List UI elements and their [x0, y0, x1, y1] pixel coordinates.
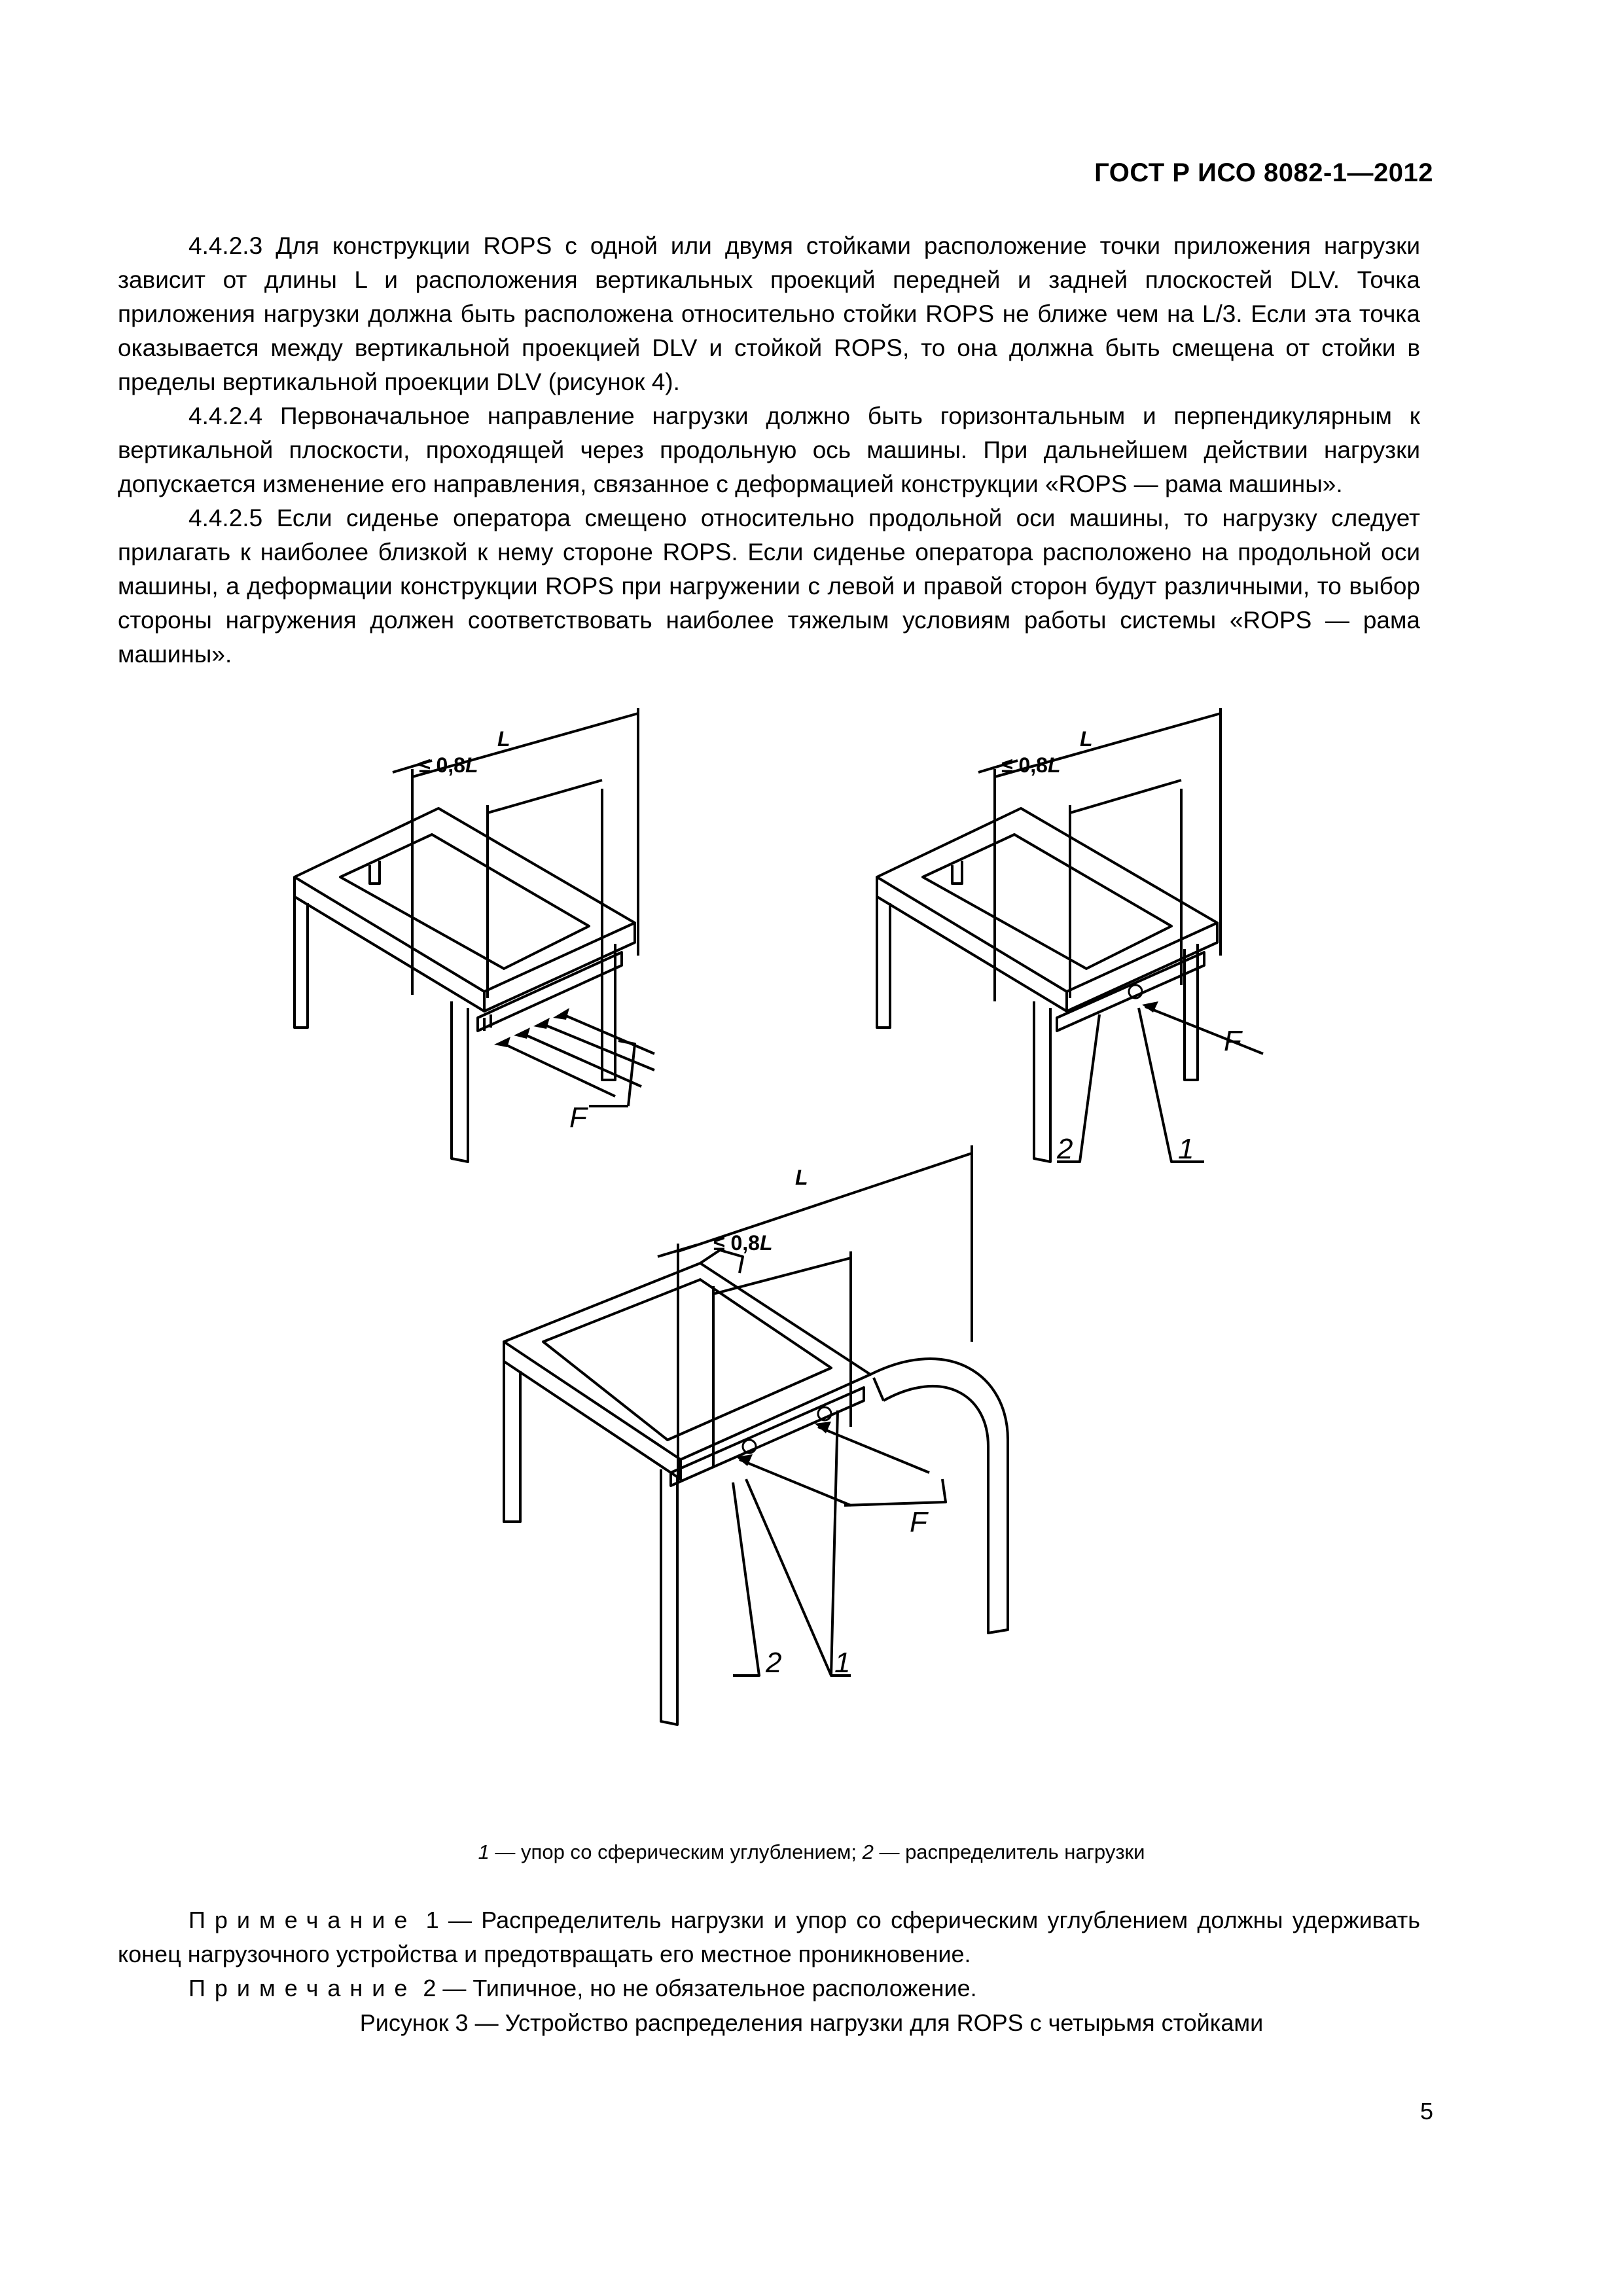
note-2: Примечание 2 — Типичное, но не обязательное расположение. [188, 1975, 977, 2001]
label-1-bottom: 1 [834, 1647, 851, 1679]
figure-legend: 1 — упор со сферическим углублением; 2 — распределитель нагрузки [478, 1840, 1145, 1863]
label-1-top-right: 1 [1178, 1133, 1194, 1165]
paragraph-4-4-2-5: 4.4.2.5 Если сиденье оператора смещено относительно продольной оси машины, то нагрузку следует прилагать к наиболее близкой к нему стороне ROPS. Если сиденье оператора расположено на продольной оси машины, а деформации конструкции ROPS при нагружении с левой и правой сторон будут различными, то выбор стороны нагружения должен соответствовать наиболее тяжелым условиям работы системы «ROPS — рама машины». [118, 505, 1420, 668]
body-text [118, 229, 1420, 672]
force-label-bottom: F [910, 1506, 927, 1538]
figure-caption: Рисунок 3 — Устройство распределения нагрузки для ROPS с четырьмя стойками [359, 2009, 1264, 2036]
label-2-bottom: 2 [766, 1647, 782, 1679]
dim-08L-top-left: ≤ 0,8L [419, 753, 478, 777]
force-label-top-right: F [1224, 1025, 1241, 1057]
rops-drawing [262, 687, 1296, 1826]
figure-3 [262, 687, 1296, 1826]
paragraph-4-4-2-3: 4.4.2.3 Для конструкции ROPS с одной или двумя стойками расположение точки приложения нагрузки зависит от длины L и расположения вертикальных проекций передней и задней плоскостей DLV. Точка приложения нагрузки должна быть расположена относительно стойки ROPS не ближе чем на L/3. Если эта точка оказывается между вертикальной проекцией DLV и стойкой ROPS, то она должна быть смещена от стойки в пределы вертикальной проекции DLV (рисунок 4). [118, 232, 1420, 395]
label-2-top-right: 2 [1057, 1133, 1073, 1165]
dim-L-top-left: L [497, 727, 510, 751]
dim-08L-top-right: ≤ 0,8L [1001, 753, 1061, 777]
force-label-top-left: F [569, 1102, 587, 1134]
page-number: 5 [1419, 2098, 1433, 2125]
document-header: ГОСТ Р ИСО 8082-1—2012 [1094, 158, 1433, 187]
dim-L-top-right: L [1080, 727, 1093, 751]
note-1: Примечание 1 — Распределитель нагрузки и упор со сферическим углублением должны удерживать конец нагрузочного устройства и предотвращать его местное проникновение. [118, 1907, 1420, 1967]
dim-L-bottom: L [795, 1166, 808, 1189]
notes [118, 1903, 1420, 2005]
frame-top-right [877, 708, 1263, 1162]
paragraph-4-4-2-4: 4.4.2.4 Первоначальное направление нагрузки должно быть горизонтальным и перпендикулярным к вертикальной плоскости, проходящей через продольную ось машины. При дальнейшем действии нагрузки допускается изменение его направления, связанное с деформацией конструкции «ROPS — рама машины». [118, 403, 1420, 497]
dim-08L-bottom: ≤ 0,8L [713, 1231, 773, 1255]
